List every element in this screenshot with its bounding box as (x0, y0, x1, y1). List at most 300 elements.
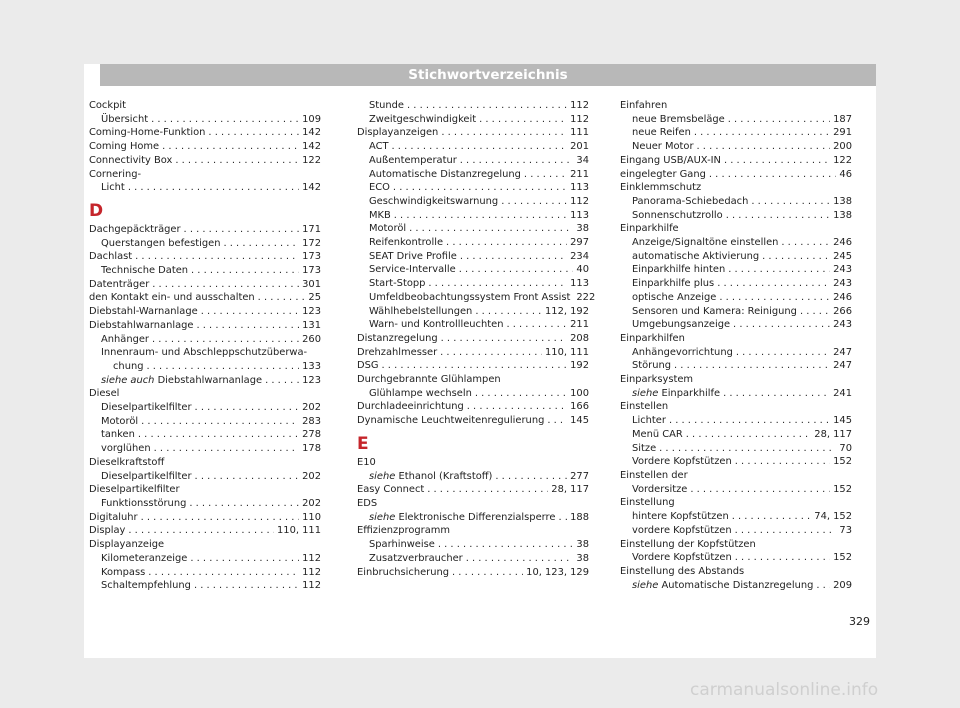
index-entry-label (89, 305, 198, 319)
index-entry-label (357, 332, 438, 346)
index-term: Anhängevorrichtung (632, 346, 733, 358)
dot-leader (175, 154, 299, 168)
index-page-ref: 243 (833, 264, 852, 276)
index-entry (620, 373, 852, 387)
dot-leader (733, 318, 830, 332)
index-page-ref: 38 (576, 552, 589, 564)
dot-leader (460, 250, 567, 264)
index-term: Wählhebelstellungen (369, 305, 473, 317)
index-entry (357, 359, 589, 373)
index-term: Cornering- (89, 168, 142, 180)
dot-leader (735, 551, 830, 565)
index-page-ref: 222 (576, 291, 596, 303)
index-entry (89, 442, 321, 456)
dot-leader (392, 140, 568, 154)
index-page-ref: 70 (839, 442, 852, 454)
index-term: Stunde (369, 100, 405, 111)
index-term: Einparksystem (620, 374, 694, 386)
index-term: Zusatzverbraucher (369, 552, 463, 564)
dot-leader (800, 305, 830, 319)
dot-leader (152, 333, 299, 347)
index-entry-label (632, 250, 759, 264)
index-entry-label (369, 236, 443, 250)
index-term: Lichter (632, 415, 666, 427)
index-page-ref: 188 (570, 511, 589, 523)
index-page-ref: 301 (302, 278, 321, 290)
index-entry (620, 318, 852, 332)
index-term: Einklemmschutz (620, 182, 702, 194)
index-entry-label (632, 579, 813, 593)
dot-leader (467, 400, 567, 414)
index-page-ref: 145 (570, 415, 589, 427)
index-entry (620, 346, 852, 360)
index-term: Querstangen befestigen (101, 237, 221, 249)
index-entry (357, 524, 589, 538)
index-entry (89, 99, 321, 113)
index-entry (357, 291, 596, 305)
index-term: Einstellen der (620, 469, 688, 481)
dot-leader (686, 428, 812, 442)
index-entry-label (89, 99, 126, 113)
index-entry-label (632, 195, 748, 209)
index-entry-label (101, 442, 151, 456)
index-term: Distanzregelung (357, 332, 438, 344)
index-entry-label (113, 360, 143, 374)
index-page-ref: 123 (302, 306, 321, 318)
index-term: Automatische Distanzregelung (369, 168, 521, 180)
index-page-ref: 112 (302, 580, 321, 592)
index-term: Glühlampe wechseln (369, 387, 472, 399)
index-page-ref: 173 (302, 251, 321, 263)
index-term: Umgebungsanzeige (632, 319, 731, 331)
index-entry (357, 387, 589, 401)
index-term: Connectivity Box (89, 154, 173, 166)
index-page-ref: 113 (570, 278, 589, 290)
index-entry-label (89, 140, 159, 154)
index-page-ref: 200 (833, 141, 852, 153)
index-entry (357, 277, 589, 291)
index-entry (357, 154, 589, 168)
index-term: Datenträger (89, 278, 150, 290)
index-page-ref: 10, 123, 129 (526, 566, 589, 578)
index-page-ref: 145 (833, 415, 852, 427)
dot-leader (189, 497, 299, 511)
index-term: E10 (357, 456, 376, 468)
dot-leader (460, 154, 574, 168)
index-entry-label (369, 154, 457, 168)
index-page-ref: 173 (302, 265, 321, 277)
index-entry (620, 538, 852, 552)
index-entry-label (632, 414, 666, 428)
index-entry-label (89, 387, 119, 401)
index-entry-label (101, 470, 192, 484)
index-page-ref: 110, 111 (277, 525, 321, 537)
index-page-ref: 100 (570, 387, 589, 399)
index-entry-label (620, 496, 675, 510)
index-entry-label (369, 140, 389, 154)
dot-leader (394, 209, 567, 223)
index-entry (620, 400, 852, 414)
dot-leader (440, 346, 542, 360)
index-term: Übersicht (101, 113, 149, 125)
index-entry (89, 579, 321, 593)
index-page-ref: 112 (570, 100, 589, 111)
index-term: Technische Daten (101, 265, 189, 277)
index-entry-label (632, 277, 714, 291)
index-entry (357, 566, 589, 580)
index-page-ref: 202 (302, 470, 321, 482)
index-entry-label (369, 538, 435, 552)
index-entry-label (620, 154, 721, 168)
index-page-ref: 138 (833, 209, 852, 221)
index-page-ref: 211 (570, 168, 589, 180)
see-reference: siehe (632, 579, 659, 591)
dot-leader (128, 181, 299, 195)
dot-leader (382, 359, 568, 373)
index-term: Coming Home (89, 141, 160, 153)
index-page-ref: 142 (302, 127, 321, 139)
index-entry (89, 483, 321, 497)
index-term: Start-Stopp (369, 278, 426, 290)
index-letter-heading: D (89, 200, 104, 221)
dot-leader (152, 278, 299, 292)
index-entry-label (101, 566, 145, 580)
index-entry-label (357, 483, 424, 497)
index-entry (89, 181, 321, 195)
index-page-ref: 243 (833, 319, 852, 331)
index-page-ref: 122 (302, 154, 321, 166)
index-term: Cockpit (89, 100, 126, 111)
index-term: Einbruchsicherung (357, 566, 450, 578)
index-entry (89, 511, 321, 525)
index-entry (89, 237, 321, 251)
index-entry (620, 305, 852, 319)
index-page-ref: 112 (570, 195, 589, 207)
index-entry-label (369, 387, 472, 401)
index-page-ref: 122 (833, 154, 852, 166)
index-page-ref: 166 (570, 401, 589, 413)
index-entry-label (369, 277, 425, 291)
index-page-ref: 178 (302, 443, 321, 455)
dot-leader (659, 442, 836, 456)
index-entry-label (369, 250, 457, 264)
index-term: Einfahren (620, 100, 668, 111)
index-entry-label (89, 538, 164, 552)
dot-leader (154, 442, 300, 456)
index-entry-label (89, 483, 180, 497)
index-entry-label (632, 455, 732, 469)
index-entry (620, 140, 852, 154)
index-entry (89, 538, 321, 552)
index-page-ref: 152 (833, 552, 852, 564)
index-page-ref: 152 (833, 483, 852, 495)
dot-leader (697, 140, 831, 154)
index-entry-label (89, 223, 181, 237)
index-page-ref: 142 (302, 182, 321, 194)
index-term: Diebstahl-Warnanlage (89, 306, 198, 318)
dot-leader (258, 291, 306, 305)
index-entry (620, 565, 852, 579)
index-term: Einparkhilfe hinten (632, 264, 726, 276)
dot-leader (195, 401, 300, 415)
index-entry (357, 236, 589, 250)
index-entry (620, 168, 852, 182)
index-term: Vordere Kopfstützen (632, 552, 732, 564)
index-term: Dynamische Leuchtweitenregulierung (357, 415, 545, 427)
index-term: Störung (632, 360, 672, 372)
dot-leader (479, 113, 567, 127)
index-entry (89, 250, 321, 264)
index-page-ref: 245 (833, 250, 852, 262)
dot-leader (466, 552, 574, 566)
dot-leader (719, 291, 830, 305)
index-entry-label (632, 236, 778, 250)
index-entry (89, 113, 321, 127)
index-entry (620, 263, 852, 277)
index-term: Vordersitze (632, 483, 688, 495)
index-entry (89, 278, 321, 292)
index-entry (620, 277, 852, 291)
index-entry (89, 360, 321, 374)
dot-leader (736, 346, 830, 360)
watermark: carmanualsonline.info (690, 680, 879, 700)
index-entry-label (101, 237, 221, 251)
dot-leader (441, 332, 567, 346)
index-term: Diebstahlwarnanlage (157, 374, 263, 386)
index-entry-label (620, 565, 744, 579)
index-term: Anhänger (101, 333, 149, 345)
index-entry-label (632, 126, 691, 140)
index-entry-label (101, 428, 135, 442)
index-entry-label (620, 168, 706, 182)
index-page-ref: 201 (570, 141, 589, 153)
index-entry-label (632, 140, 694, 154)
index-page-ref: 109 (302, 113, 321, 125)
dot-leader (723, 387, 830, 401)
index-page-ref: 133 (302, 360, 321, 372)
index-term: Außentemperatur (369, 154, 457, 166)
dot-leader (558, 511, 567, 525)
index-page-ref: 34 (576, 154, 589, 166)
index-page-ref: 243 (833, 278, 852, 290)
index-entry (357, 483, 589, 497)
index-entry (357, 263, 589, 277)
dot-leader (674, 359, 830, 373)
index-entry (89, 524, 321, 538)
index-entry (357, 140, 589, 154)
index-entry-label (620, 181, 701, 195)
index-entry-label (357, 497, 377, 511)
dot-leader (717, 277, 830, 291)
index-column-2 (357, 99, 596, 579)
index-page-ref: 192 (570, 360, 589, 372)
index-entry (89, 305, 321, 319)
dot-leader (407, 99, 567, 113)
index-entry-label (89, 456, 164, 470)
index-term: Einstellung (620, 497, 675, 509)
dot-leader (762, 250, 830, 264)
dot-leader (506, 318, 567, 332)
index-entry-label (369, 209, 391, 223)
index-term: Schaltempfehlung (101, 580, 191, 592)
index-term: Durchladeeinrichtung (357, 401, 464, 413)
index-entry-label (357, 566, 449, 580)
dot-leader (728, 263, 830, 277)
index-column-1 (89, 99, 321, 593)
dot-leader (265, 374, 299, 388)
index-entry-label (632, 113, 725, 127)
index-page-ref: 241 (833, 387, 852, 399)
index-term: DSG (357, 360, 379, 372)
index-column-3 (620, 99, 852, 592)
dot-leader (162, 140, 299, 154)
index-entry-label (369, 263, 456, 277)
dot-leader (781, 236, 830, 250)
index-entry-label (357, 400, 464, 414)
index-entry (89, 374, 321, 388)
index-entry-label (101, 552, 187, 566)
index-entry (357, 538, 589, 552)
index-entry-label (632, 524, 732, 538)
index-page-ref: 297 (570, 237, 589, 249)
index-entry (357, 414, 589, 428)
index-letter-heading: E (357, 433, 369, 454)
index-term: Display (89, 525, 126, 537)
index-entry (89, 456, 321, 470)
dot-leader (135, 250, 299, 264)
index-term: ECO (369, 182, 390, 194)
index-entry-label (632, 387, 720, 401)
index-page-ref: 111 (570, 127, 589, 139)
index-entry-label (357, 346, 437, 360)
index-page-ref: 291 (833, 127, 852, 139)
index-entry-label (632, 442, 656, 456)
index-page-ref: 131 (302, 319, 321, 331)
index-term: Coming-Home-Funktion (89, 127, 206, 139)
index-entry (620, 222, 852, 236)
index-entry (620, 332, 852, 346)
index-term: den Kontakt ein- und ausschalten (89, 292, 255, 304)
index-entry-label (89, 126, 205, 140)
index-entry-label (101, 333, 149, 347)
index-entry-label (101, 264, 188, 278)
index-entry (89, 497, 321, 511)
index-page-ref: 40 (576, 264, 589, 276)
index-page-ref: 46 (839, 168, 852, 180)
index-term: MKB (369, 209, 391, 221)
see-reference: siehe (632, 387, 659, 399)
dot-leader (128, 524, 274, 538)
index-term: Menü CAR (632, 428, 683, 440)
index-entry (89, 319, 321, 333)
index-page-ref: 73 (839, 524, 852, 536)
index-page-ref: 110, 111 (545, 346, 589, 358)
index-entry-label (89, 319, 193, 333)
index-page-ref: 74, 152 (814, 511, 852, 523)
index-entry (89, 140, 321, 154)
dot-leader (735, 455, 830, 469)
index-term: Reifenkontrolle (369, 237, 444, 249)
dot-leader (524, 168, 567, 182)
dot-leader (446, 236, 567, 250)
dot-leader (208, 126, 299, 140)
index-entry (620, 126, 852, 140)
index-term: Sparhinweise (369, 539, 435, 551)
page-title: Stichwortverzeichnis (100, 64, 876, 86)
dot-leader (816, 579, 830, 593)
index-entry (620, 387, 852, 401)
index-entry (620, 524, 852, 538)
index-entry (89, 346, 321, 360)
index-page-ref: 123 (302, 374, 321, 386)
index-entry-label (632, 209, 723, 223)
index-page-ref: 38 (576, 539, 589, 551)
index-term: neue Bremsbeläge (632, 113, 725, 125)
index-term: Kompass (101, 566, 146, 578)
index-page-ref: 266 (833, 305, 852, 317)
index-entry (620, 99, 852, 113)
index-entry (620, 195, 852, 209)
index-entry (89, 264, 321, 278)
index-entry (620, 455, 852, 469)
index-page-ref: 28, 117 (814, 428, 852, 440)
index-entry (89, 223, 321, 237)
index-term: hintere Kopfstützen (632, 511, 729, 523)
dot-leader (428, 277, 567, 291)
dot-leader (427, 483, 548, 497)
index-term: Dieselkraftstoff (89, 456, 165, 468)
index-entry-label (620, 538, 756, 552)
dot-leader (726, 209, 830, 223)
index-entry (357, 456, 589, 470)
index-entry-label (632, 428, 683, 442)
index-entry (620, 579, 852, 593)
index-term: Einparkhilfen (620, 332, 685, 344)
index-page-ref: 278 (302, 429, 321, 441)
index-entry-label (620, 400, 668, 414)
dot-leader (151, 113, 299, 127)
index-page-ref: 142 (302, 141, 321, 153)
index-term: Dachgepäckträger (89, 223, 181, 235)
index-term: Diebstahlwarnanlage (89, 319, 194, 331)
index-term: ACT (369, 141, 389, 153)
index-term: Sonnenschutzrollo (632, 209, 723, 221)
index-entry-label (89, 154, 172, 168)
index-entry (620, 510, 852, 524)
index-entry (620, 113, 852, 127)
page-number: 329 (849, 615, 870, 628)
dot-leader (501, 195, 567, 209)
index-entry-label (369, 511, 555, 525)
index-term: Displayanzeigen (357, 127, 439, 139)
index-entry-label (357, 524, 450, 538)
index-entry (357, 318, 589, 332)
index-page-ref: 138 (833, 195, 852, 207)
dot-leader (190, 552, 299, 566)
index-term: optische Anzeige (632, 291, 717, 303)
index-term: Displayanzeige (89, 539, 165, 551)
index-entry (357, 168, 589, 182)
index-entry-label (632, 510, 729, 524)
index-entry (357, 373, 589, 387)
index-entry-label (101, 374, 262, 388)
index-entry-label (632, 263, 725, 277)
index-entry (89, 470, 321, 484)
index-entry-label (620, 469, 688, 483)
dot-leader (438, 538, 574, 552)
see-reference: siehe (369, 511, 396, 523)
index-term: Funktionsstörung (101, 497, 187, 509)
